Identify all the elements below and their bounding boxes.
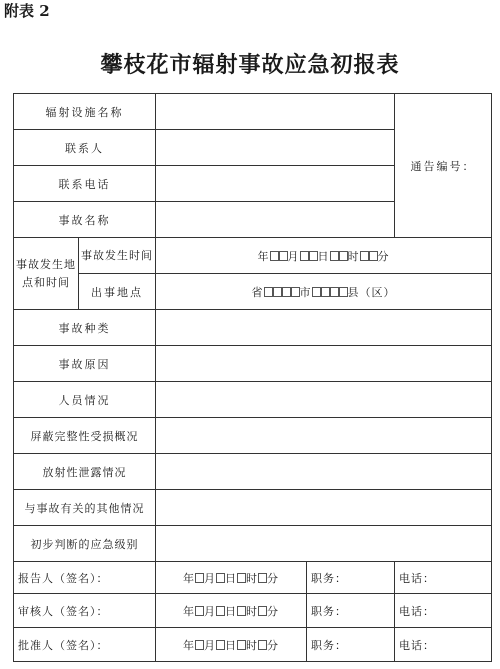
radioactive-leak-label: 放射性泄露情况 — [14, 454, 156, 490]
day-box-1[interactable] — [300, 251, 309, 261]
accident-cause-input[interactable] — [156, 346, 492, 382]
approver-position-label: 职务： — [307, 628, 395, 662]
annex-label: 附表 2 — [4, 2, 50, 20]
reviewer-time-fields — [156, 594, 307, 628]
approver-time-fields — [156, 628, 307, 662]
accident-cause-label: 事故原因 — [14, 346, 156, 382]
shield-damage-input[interactable] — [156, 418, 492, 454]
row-other-related — [14, 490, 492, 526]
other-related-input[interactable] — [156, 490, 492, 526]
form-title: 攀枝花市辐射事故应急初报表 — [100, 52, 400, 78]
row-preliminary-level — [14, 526, 492, 562]
personnel-label: 人员情况 — [14, 382, 156, 418]
year-unit: 年 — [183, 604, 195, 618]
facility-name-input[interactable] — [156, 94, 395, 130]
row-accident-type — [14, 310, 492, 346]
hour-unit: 时 — [347, 249, 360, 263]
month-box[interactable] — [195, 606, 204, 616]
city-box-4[interactable] — [291, 287, 300, 297]
contact-phone-label: 联系电话 — [14, 166, 156, 202]
row-shield-damage — [14, 418, 492, 454]
reporter-position-label: 职务： — [307, 562, 395, 594]
hour-unit: 时 — [246, 638, 258, 652]
occurrence-time-fields — [156, 238, 492, 274]
province-unit: 省 — [251, 285, 264, 299]
reporter-time-fields — [156, 562, 307, 594]
day-unit: 日 — [225, 638, 237, 652]
city-box-3[interactable] — [282, 287, 291, 297]
incident-report-table — [13, 93, 492, 662]
hour-box[interactable] — [237, 573, 246, 583]
minute-box-2[interactable] — [369, 251, 378, 261]
month-unit: 月 — [204, 604, 216, 618]
reviewer-phone-label: 电话： — [395, 594, 492, 628]
day-box[interactable] — [216, 640, 225, 650]
preliminary-level-label: 初步判断的应急级别 — [14, 526, 156, 562]
contact-phone-input[interactable] — [156, 166, 395, 202]
month-unit: 月 — [287, 249, 300, 263]
minute-unit: 分 — [377, 249, 390, 263]
time-place-group-label: 事故发生地点和时间 — [14, 238, 79, 310]
row-occurrence-place — [14, 274, 492, 310]
row-personnel — [14, 382, 492, 418]
row-facility-name — [14, 94, 492, 130]
minute-unit: 分 — [267, 571, 279, 585]
row-approver — [14, 628, 492, 662]
minute-box-1[interactable] — [360, 251, 369, 261]
month-unit: 月 — [204, 638, 216, 652]
year-unit: 年 — [183, 638, 195, 652]
occurrence-place-label: 出事地点 — [79, 274, 156, 310]
hour-box[interactable] — [237, 606, 246, 616]
notify-number-label: 通告编号： — [395, 94, 492, 238]
hour-unit: 时 — [246, 604, 258, 618]
day-box-2[interactable] — [309, 251, 318, 261]
accident-name-label: 事故名称 — [14, 202, 156, 238]
row-radioactive-leak — [14, 454, 492, 490]
county-box-1[interactable] — [312, 287, 321, 297]
row-reporter — [14, 562, 492, 594]
other-related-label: 与事故有关的其他情况 — [14, 490, 156, 526]
day-unit: 日 — [317, 249, 330, 263]
reporter-label: 报告人（签名）： — [14, 562, 156, 594]
personnel-input[interactable] — [156, 382, 492, 418]
county-unit: 县（区） — [347, 285, 396, 299]
preliminary-level-input[interactable] — [156, 526, 492, 562]
day-box[interactable] — [216, 573, 225, 583]
minute-unit: 分 — [267, 638, 279, 652]
reporter-phone-label: 电话： — [395, 562, 492, 594]
month-box[interactable] — [195, 640, 204, 650]
reviewer-position-label: 职务： — [307, 594, 395, 628]
hour-box-1[interactable] — [330, 251, 339, 261]
year-unit: 年 — [257, 249, 270, 263]
row-reviewer — [14, 594, 492, 628]
county-box-2[interactable] — [321, 287, 330, 297]
approver-phone-label: 电话： — [395, 628, 492, 662]
minute-unit: 分 — [267, 604, 279, 618]
minute-box[interactable] — [258, 573, 267, 583]
approver-label: 批准人（签名）： — [14, 628, 156, 662]
hour-box[interactable] — [237, 640, 246, 650]
day-box[interactable] — [216, 606, 225, 616]
radioactive-leak-input[interactable] — [156, 454, 492, 490]
row-accident-cause — [14, 346, 492, 382]
hour-box-2[interactable] — [339, 251, 348, 261]
county-box-3[interactable] — [330, 287, 339, 297]
day-unit: 日 — [225, 604, 237, 618]
row-occurrence-time — [14, 238, 492, 274]
minute-box[interactable] — [258, 640, 267, 650]
accident-name-input[interactable] — [156, 202, 395, 238]
month-box-2[interactable] — [279, 251, 288, 261]
county-box-4[interactable] — [339, 287, 348, 297]
city-unit: 市 — [299, 285, 312, 299]
contact-person-input[interactable] — [156, 130, 395, 166]
contact-person-label: 联系人 — [14, 130, 156, 166]
hour-unit: 时 — [246, 571, 258, 585]
year-unit: 年 — [183, 571, 195, 585]
occurrence-place-fields — [156, 274, 492, 310]
month-box-1[interactable] — [270, 251, 279, 261]
facility-name-label: 辐射设施名称 — [14, 94, 156, 130]
city-box-1[interactable] — [264, 287, 273, 297]
shield-damage-label: 屏蔽完整性受损概况 — [14, 418, 156, 454]
day-unit: 日 — [225, 571, 237, 585]
accident-type-input[interactable] — [156, 310, 492, 346]
accident-type-label: 事故种类 — [14, 310, 156, 346]
month-box[interactable] — [195, 573, 204, 583]
reviewer-label: 审核人（签名）： — [14, 594, 156, 628]
month-unit: 月 — [204, 571, 216, 585]
occurrence-time-label: 事故发生时间 — [79, 238, 156, 274]
city-box-2[interactable] — [273, 287, 282, 297]
minute-box[interactable] — [258, 606, 267, 616]
